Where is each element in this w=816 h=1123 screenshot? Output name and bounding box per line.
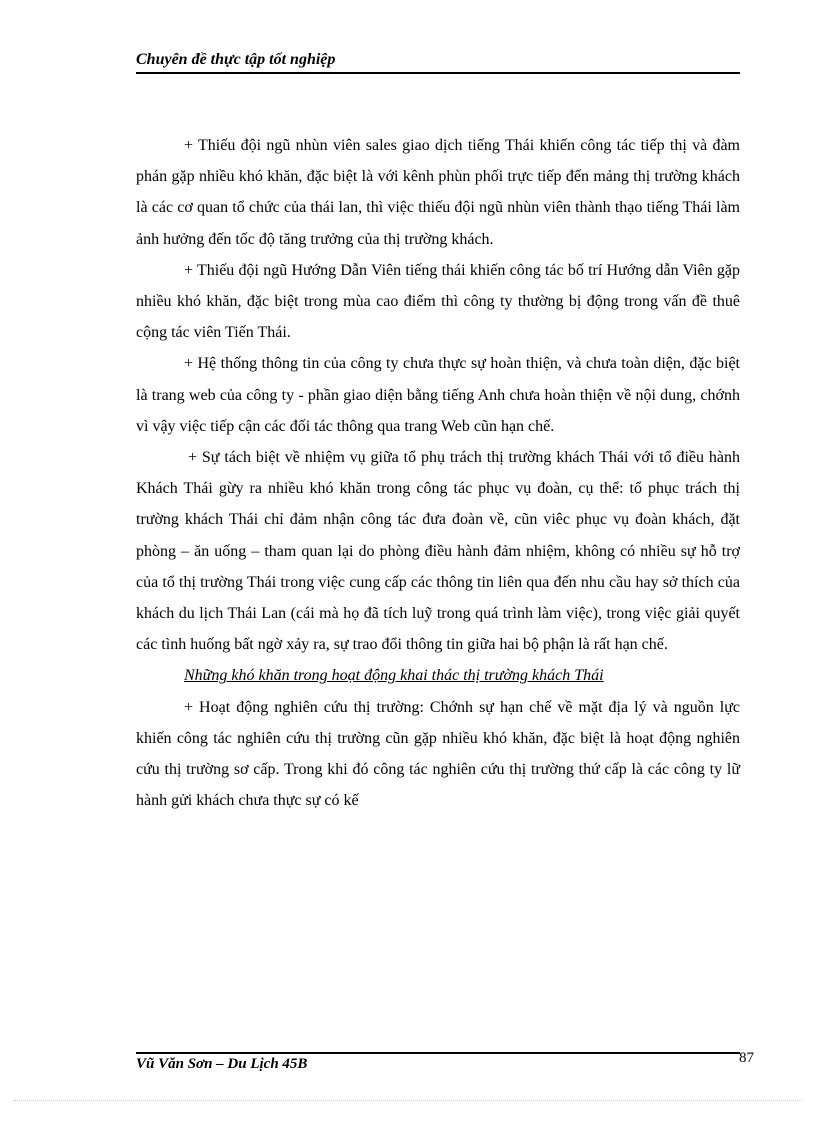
paragraph: + Sự tách biệt về nhiệm vụ giữa tổ phụ trách thị trường khách Thái với tổ điều hành Khách Thái gừy ra nhiều khó khăn trong công tác phục vụ đoàn, cụ thể: tổ phục trách thị trường khách Thái chỉ đảm nhận công tác đưa đoàn về, cũn viêc phục vụ đoàn khách, đặt phòng – ăn uống – tham quan lại do phòng điều hành đảm nhiệm, không có nhiều sự hỗ trợ của tổ thị trường Thái trong việc cung cấp các thông tin liên qua đến nhu cầu hay sở thích của khách du lịch Thái Lan (cái mà họ đã tích luỹ trong quá trình làm việc), trong việc giải quyết các tình huống bất ngờ xảy ra, sự trao đổi thông tin giữa hai bộ phận là rất hạn chế. [136, 449, 740, 654]
paragraph: + Thiếu đội ngũ nhùn viên sales giao dịch tiếng Thái khiến công tác tiếp thị và đàm phán gặp nhiều khó khăn, đặc biệt là với kênh phùn phối trực tiếp đến mảng thị trường khách là các cơ quan tổ chức của thái lan, thì việc thiếu đội ngũ nhùn viên thành thạo tiếng Thái làm ảnh hưởng đến tốc độ tăng trưởng của thị trường khách. [136, 137, 740, 248]
header-title: Chuyên đề thực tập tốt nghiệp [136, 51, 336, 68]
footer-divider [136, 1052, 740, 1054]
page-number: 87 [739, 1050, 754, 1066]
section-subheading: Những khó khăn trong hoạt động khai thác thị trường khách Thái [184, 667, 604, 685]
paragraph: + Hoạt động nghiên cứu thị trường: Chớnh sự hạn chế về mặt địa lý và nguồn lực khiến công tác nghiên cứu thị trường cũn gặp nhiều khó khăn, đặc biệt là hoạt động nghiên cứu thị trường sơ cấp. Trong khi đó công tác nghiên cứu thị trường thứ cấp là các công ty lữ hành gửi khách chưa thực sự có kế [136, 698, 740, 810]
page-body [136, 130, 740, 816]
paragraph: + Thiếu đội ngũ Hướng Dẫn Viên tiếng thái khiến công tác bố trí Hướng dẫn Viên gặp nhiều khó khăn, đặc biệt trong mùa cao điểm thì công ty thường bị động trong vấn đề thuê cộng tác viên Tiến Thái. [136, 261, 740, 342]
footer-author: Vũ Văn Sơn – Du Lịch 45B [136, 1056, 308, 1072]
page-header [136, 48, 740, 74]
paragraph: + Hệ thống thông tin của công ty chưa thực sự hoàn thiện, và chưa toàn diện, đặc biệt là trang web của công ty - phần giao diện bằng tiếng Anh chưa hoàn thiện về nội dung, chớnh vì vậy việc tiếp cận các đối tác thông qua trang Web cũn hạn chế. [136, 355, 740, 435]
page-edge-divider [14, 1100, 802, 1101]
